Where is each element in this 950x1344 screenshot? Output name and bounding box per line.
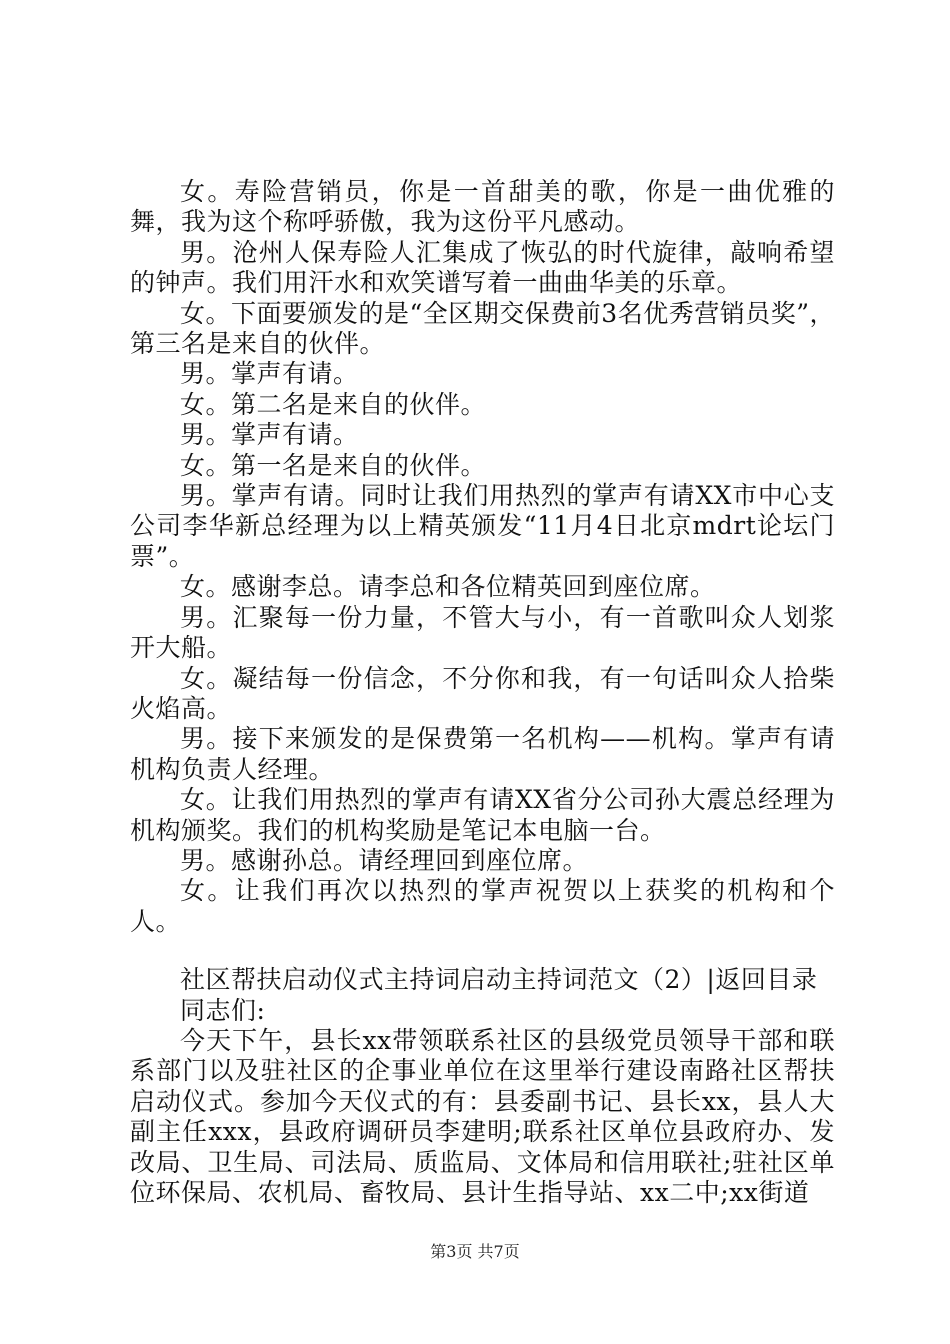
paragraph: 女。寿险营销员，你是一首甜美的歌，你是一曲优雅的舞，我为这个称呼骄傲，我为这份平凡感动。 xyxy=(130,177,835,237)
paragraph: 男。掌声有请。 xyxy=(180,359,359,389)
document-body xyxy=(130,177,835,1208)
paragraph: 女。凝结每一份信念，不分你和我，有一句话叫众人拾柴火焰高。 xyxy=(130,663,835,723)
page-footer xyxy=(0,1239,950,1262)
paragraph: 同志们: xyxy=(180,995,266,1025)
section-heading: 社区帮扶启动仪式主持词启动主持词范文（2）|返回目录 xyxy=(180,965,818,995)
paragraph: 男。掌声有请。 xyxy=(180,420,359,450)
section-gap xyxy=(130,937,835,965)
paragraph: 男。沧州人保寿险人汇集成了恢弘的时代旋律，敲响希望的钟声。我们用汗水和欢笑谱写着一曲曲华美的乐章。 xyxy=(130,237,835,298)
page-number-label: 第3页 共7页 xyxy=(430,1242,520,1261)
paragraph: 今天下午，县长xx带领联系社区的县级党员领导干部和联系部门以及驻社区的企事业单位在这里举行建设南路社区帮扶启动仪式。参加今天仪式的有：县委副书记、县长xx，县人大副主任xxx，县政府调研员李建明;联系社区单位县政府办、发改局、卫生局、司法局、质监局、文体局和信用联社;驻社区单位环保局、农机局、畜牧局、县计生指导站、xx二中;xx街道 xyxy=(130,1025,835,1207)
paragraph: 女。下面要颁发的是“全区期交保费前3名优秀营销员奖”，第三名是来自的伙伴。 xyxy=(130,298,835,359)
paragraph: 女。感谢李总。请李总和各位精英回到座位席。 xyxy=(180,572,716,602)
paragraph: 男。接下来颁发的是保费第一名机构——机构。掌声有请机构负责人经理。 xyxy=(130,724,835,784)
paragraph: 女。让我们再次以热烈的掌声祝贺以上获奖的机构和个人。 xyxy=(130,876,835,936)
paragraph: 男。掌声有请。同时让我们用热烈的掌声有请XX市中心支公司李华新总经理为以上精英颁发“11月4日北京mdrt论坛门票”。 xyxy=(130,481,835,571)
paragraph: 女。第一名是来自的伙伴。 xyxy=(180,450,487,480)
paragraph: 女。让我们用热烈的掌声有请XX省分公司孙大震总经理为机构颁奖。我们的机构奖励是笔记本电脑一台。 xyxy=(130,785,835,845)
paragraph: 男。汇聚每一份力量，不管大与小，有一首歌叫众人划浆开大船。 xyxy=(130,602,835,663)
paragraph: 女。第二名是来自的伙伴。 xyxy=(180,389,487,419)
paragraph: 男。感谢孙总。请经理回到座位席。 xyxy=(180,845,589,875)
